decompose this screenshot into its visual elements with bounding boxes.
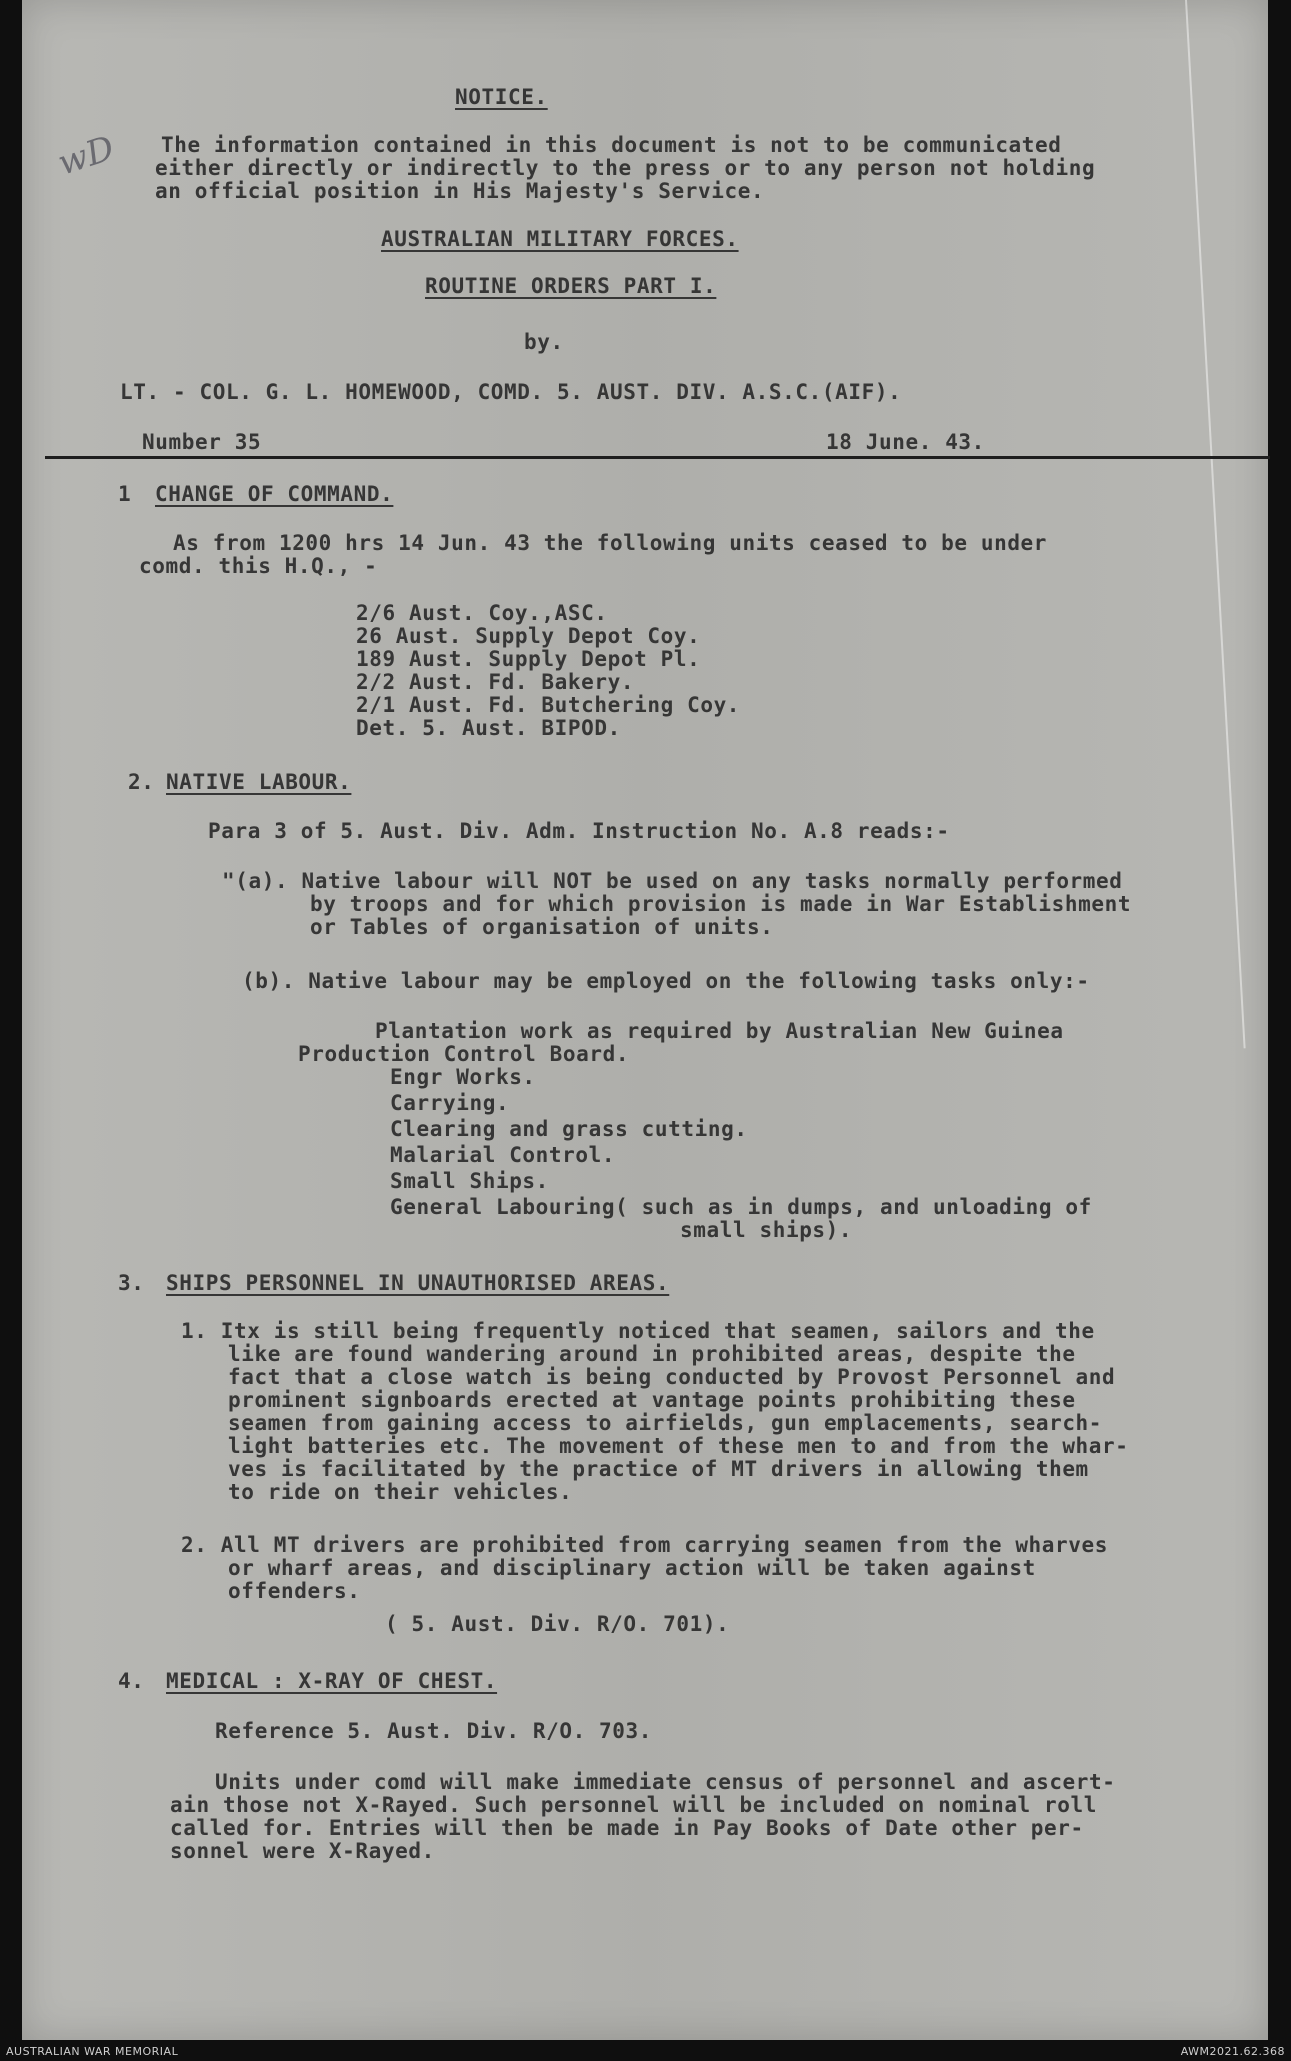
section-4-number: 4. [118,1669,145,1693]
section-2-number: 2. [128,770,155,794]
by-line: by. [524,330,564,354]
section-2-b-line: (b). Native labour may be employed on the following tasks only:- [242,969,1090,993]
section-4-reference: Reference 5. Aust. Div. R/O. 703. [215,1719,653,1743]
section-3-title: SHIPS PERSONNEL IN UNAUTHORISED AREAS. [166,1271,670,1295]
section-2-a-line-3: or Tables of organisation of units. [310,915,774,939]
order-number: Number 35 [142,430,262,454]
section-3-p1-line: like are found wandering around in prohibited areas, despite the [228,1342,1076,1366]
unit-item: 2/2 Aust. Fd. Bakery. [356,670,635,694]
section-3-reference: ( 5. Aust. Div. R/O. 701). [385,1612,730,1636]
section-3-p1-line: ves is facilitated by the practice of MT drivers in allowing them [228,1457,1089,1481]
section-2-title: NATIVE LABOUR. [166,770,352,794]
unit-item: 2/1 Aust. Fd. Butchering Coy. [356,693,741,717]
unit-item: Det. 5. Aust. BIPOD. [356,716,621,740]
section-4-line: called for. Entries will then be made in Pay Books of Date other per- [170,1816,1084,1840]
section-3-p1-line: seamen from gaining access to airfields, gun emplacements, search- [228,1411,1103,1435]
notice-line-1: The information contained in this document is not to be communicated [161,133,1062,157]
notice-line-2: either directly or indirectly to the press or to any person not holding [155,156,1096,180]
task-item: General Labouring( such as in dumps, and unloading of [390,1195,1092,1219]
footer-source: AUSTRALIAN WAR MEMORIAL [6,2045,179,2058]
unit-item: 189 Aust. Supply Depot Pl. [356,647,701,671]
unit-item: 2/6 Aust. Coy.,ASC. [356,601,608,625]
section-3-p1-line: prominent signboards erected at vantage points prohibiting these [228,1388,1076,1412]
section-2-a-line-2: by troops and for which provision is made in War Establishment [310,892,1132,916]
orders-heading: ROUTINE ORDERS PART I. [425,274,717,298]
section-2-intro: Para 3 of 5. Aust. Div. Adm. Instruction No. A.8 reads:- [208,819,950,843]
commander-line: LT. - COL. G. L. HOMEWOOD, COMD. 5. AUST. DIV. A.S.C.(AIF). [120,380,902,404]
header-rule [45,456,1270,459]
section-1-number: 1 [118,482,132,506]
section-4-line: ain those not X-Rayed. Such personnel will be included on nominal roll [170,1793,1098,1817]
section-3-p2-line: offenders. [228,1579,361,1603]
section-3-p1-line: 1. Itx is still being frequently noticed that seamen, sailors and the [181,1319,1095,1343]
section-4-title: MEDICAL : X-RAY OF CHEST. [166,1669,498,1693]
section-3-p1-line: to ride on their vehicles. [228,1480,573,1504]
task-item: Carrying. [390,1091,510,1115]
section-1-title: CHANGE OF COMMAND. [155,482,394,506]
section-4-line: Units under comd will make immediate census of personnel and ascert- [215,1770,1116,1794]
notice-title: NOTICE. [455,85,548,109]
section-3-p1-line: light batteries etc. The movement of these men to and from the whar- [228,1434,1129,1458]
unit-item: 26 Aust. Supply Depot Coy. [356,624,701,648]
task-item: Plantation work as required by Australian New Guinea [375,1019,1064,1043]
task-item: Production Control Board. [298,1042,630,1066]
section-4-line: sonnel were X-Rayed. [170,1839,435,1863]
task-item: Malarial Control. [390,1143,616,1167]
notice-line-3: an official position in His Majesty's Service. [155,179,765,203]
section-2-a-line-1: "(a). Native labour will NOT be used on any tasks normally performed [222,869,1123,893]
task-item: Clearing and grass cutting. [390,1117,748,1141]
order-date: 18 June. 43. [826,430,985,454]
section-1-line-2: comd. this H.Q., - [139,554,378,578]
section-1-line-1: As from 1200 hrs 14 Jun. 43 the following units ceased to be under [173,531,1048,555]
footer-record-id: AWM2021.62.368 [1180,2045,1285,2058]
task-item: Small Ships. [390,1169,549,1193]
section-3-p1-line: fact that a close watch is being conducted by Provost Personnel and [228,1365,1116,1389]
section-3-number: 3. [118,1271,145,1295]
section-3-p2-line: 2. All MT drivers are prohibited from carrying seamen from the wharves [181,1533,1109,1557]
task-item: Engr Works. [390,1065,536,1089]
task-item: small ships). [680,1218,853,1242]
handwritten-annotation: wD [53,128,120,184]
forces-heading: AUSTRALIAN MILITARY FORCES. [381,227,739,251]
section-3-p2-line: or wharf areas, and disciplinary action will be taken against [228,1556,1036,1580]
